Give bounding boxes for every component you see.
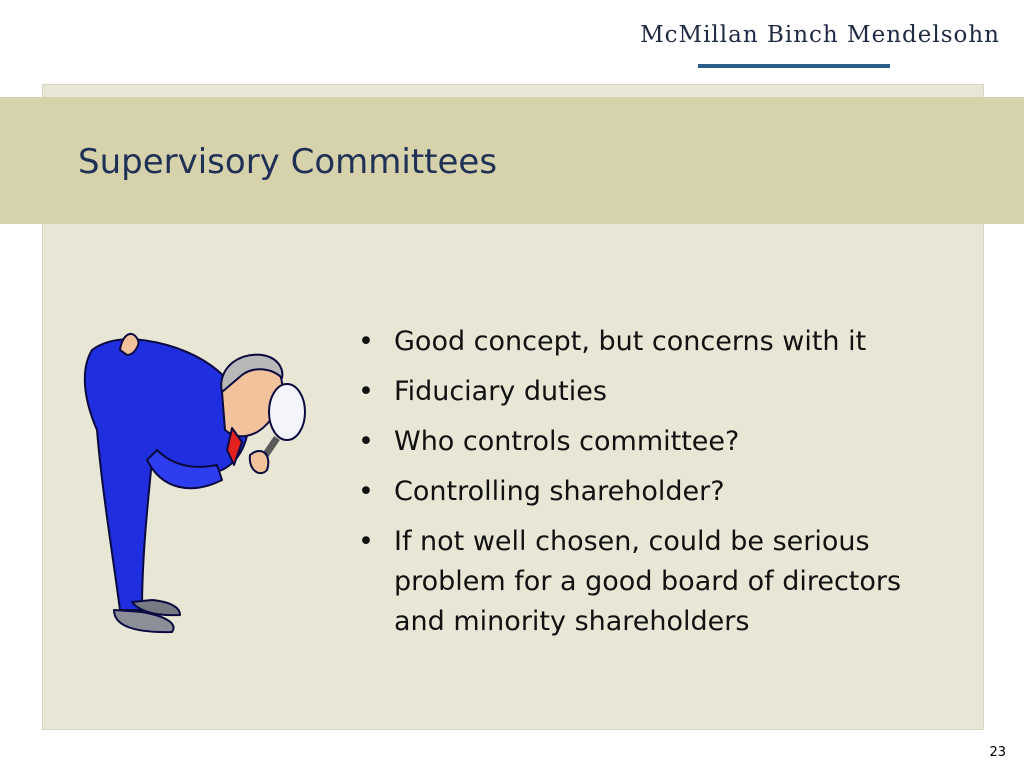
- bullet-text: Good concept, but concerns with it: [394, 326, 867, 357]
- list-item: [358, 522, 958, 642]
- bullet-dot-icon: •: [358, 326, 374, 357]
- bullet-text: Controlling shareholder?: [394, 476, 725, 507]
- bullet-text: If not well chosen, could be serious problem for a good board of directors and minority shareholders: [394, 526, 902, 637]
- list-item: [358, 422, 958, 462]
- list-item: [358, 472, 958, 512]
- bullet-dot-icon: •: [358, 526, 374, 557]
- list-item: [358, 322, 958, 362]
- firm-logo: McMillan Binch Mendelsohn: [640, 22, 1000, 48]
- bullet-text: Fiduciary duties: [394, 376, 607, 407]
- slide-title: Supervisory Committees: [78, 142, 498, 182]
- bullet-dot-icon: •: [358, 476, 374, 507]
- logo-underline: [698, 64, 890, 68]
- list-item: [358, 372, 958, 412]
- page-number: 23: [989, 745, 1006, 760]
- bullet-list: [358, 322, 958, 652]
- man-with-magnifying-glass-icon: [72, 320, 312, 640]
- bullet-dot-icon: •: [358, 376, 374, 407]
- bullet-dot-icon: •: [358, 426, 374, 457]
- bullet-text: Who controls committee?: [394, 426, 740, 457]
